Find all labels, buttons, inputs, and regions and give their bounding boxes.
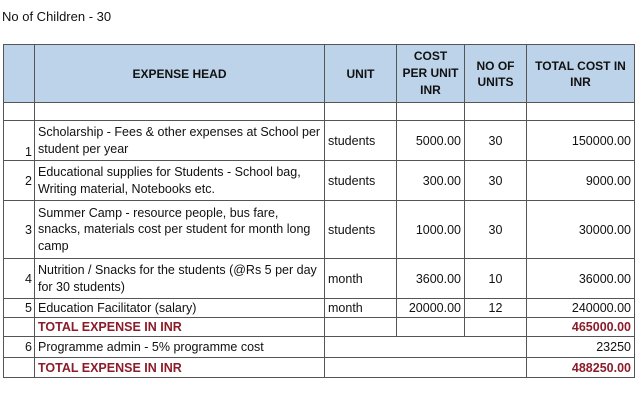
total-cost-header: TOTAL COST IN INR <box>527 45 635 103</box>
row-no-of-units: 10 <box>465 259 527 299</box>
row-total-cost: 30000.00 <box>527 201 635 259</box>
row-expense-head: Nutrition / Snacks for the students (@Rs 5 per day for 30 students) <box>35 259 325 299</box>
subtotal-label: TOTAL EXPENSE IN INR <box>35 318 325 337</box>
blank-row <box>4 103 635 121</box>
row-cost-per-unit: 3600.00 <box>397 259 465 299</box>
row-unit: students <box>325 161 397 201</box>
row-cost-per-unit: 300.00 <box>397 161 465 201</box>
subtotal-row <box>4 318 635 337</box>
table-row <box>4 259 635 299</box>
admin-total: 23250 <box>527 337 635 358</box>
table-row <box>4 161 635 201</box>
row-cost-per-unit: 1000.00 <box>397 201 465 259</box>
row-unit: month <box>325 259 397 299</box>
row-cost-per-unit: 20000.00 <box>397 299 465 318</box>
row-expense-head: Education Facilitator (salary) <box>35 299 325 318</box>
row-sno: 4 <box>4 259 35 299</box>
no-of-units-header: NO OF UNITS <box>465 45 527 103</box>
subtotal-value: 465000.00 <box>527 318 635 337</box>
row-no-of-units: 30 <box>465 121 527 161</box>
grand-total-row <box>4 358 635 378</box>
expense-head-header: EXPENSE HEAD <box>35 45 325 103</box>
children-count-heading: No of Children - 30 <box>2 9 112 24</box>
unit-header: UNIT <box>325 45 397 103</box>
row-total-cost: 36000.00 <box>527 259 635 299</box>
table-row <box>4 201 635 259</box>
row-sno: 1 <box>4 121 35 161</box>
admin-sno: 6 <box>4 337 35 358</box>
row-sno: 3 <box>4 201 35 259</box>
grand-total-value: 488250.00 <box>527 358 635 378</box>
row-total-cost: 150000.00 <box>527 121 635 161</box>
sno-header <box>4 45 35 103</box>
expense-table <box>3 44 635 378</box>
row-expense-head: Educational supplies for Students - School bag, Writing material, Notebooks etc. <box>35 161 325 201</box>
row-no-of-units: 30 <box>465 161 527 201</box>
row-cost-per-unit: 5000.00 <box>397 121 465 161</box>
row-total-cost: 9000.00 <box>527 161 635 201</box>
row-expense-head: Summer Camp - resource people, bus fare, snacks, materials cost per student for month long camp <box>35 201 325 259</box>
grand-total-label: TOTAL EXPENSE IN INR <box>35 358 325 378</box>
row-sno: 2 <box>4 161 35 201</box>
table-row <box>4 121 635 161</box>
row-unit: students <box>325 121 397 161</box>
admin-row <box>4 337 635 358</box>
row-unit: students <box>325 201 397 259</box>
row-no-of-units: 12 <box>465 299 527 318</box>
row-sno: 5 <box>4 299 35 318</box>
row-unit: month <box>325 299 397 318</box>
table-row <box>4 299 635 318</box>
admin-expense-head: Programme admin - 5% programme cost <box>35 337 325 358</box>
row-expense-head: Scholarship - Fees & other expenses at School per student per year <box>35 121 325 161</box>
row-no-of-units: 30 <box>465 201 527 259</box>
cost-per-unit-header: COST PER UNIT INR <box>397 45 465 103</box>
row-total-cost: 240000.00 <box>527 299 635 318</box>
